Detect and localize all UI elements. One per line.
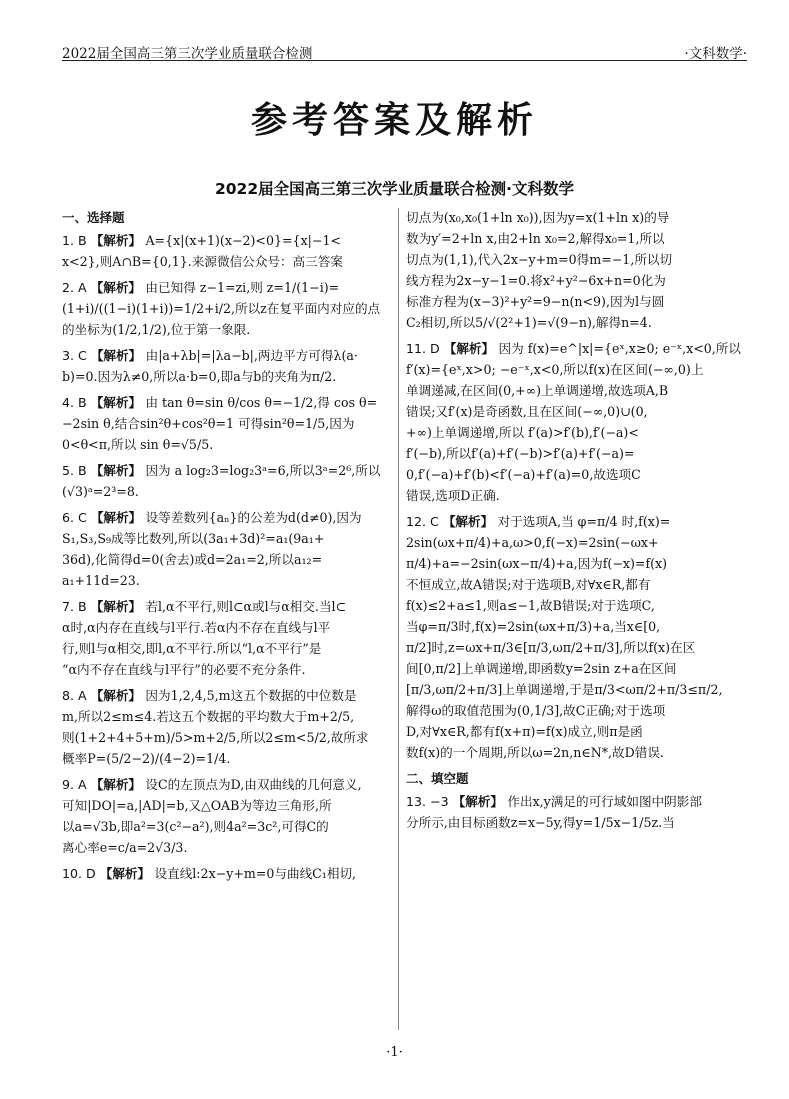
right-column [406,207,746,838]
left-answer-item [62,685,398,769]
left-answer-item [62,507,398,591]
question-number: 9. A [62,777,91,792]
answer-text: 则(1+2+4+5+m)/5>m+2/5,所以2≤m<5/2,故所求 [62,730,369,745]
answer-line [406,616,746,637]
answer-text: 设直线l:2x−y+m=0与曲线C₁相切, [154,866,357,881]
answer-text: 切点为(1,1),代入2x−y+m=0得m=−1,所以切 [406,252,673,267]
answer-text: 当φ=π/3时,f(x)=2sin(ωx+π/3)+a,当x∈[0, [406,619,661,634]
question-number: 12. C [406,514,443,529]
left-items [62,230,398,884]
right-answer-item [406,511,746,763]
answer-text: [π/3,ωπ/2+π/3]上单调递增,于是π/3<ωπ/2+π/3≤π/2, [406,682,723,697]
answer-line [62,706,398,727]
analysis-tag: 【解析】 [90,395,146,410]
answer-line [406,700,746,721]
answer-text: m,所以2≤m≤4.若这五个数据的平均数大于m+2/5, [62,709,355,724]
left-column [62,207,398,889]
section-heading-fill: 二、填空题 [406,771,469,786]
analysis-tag: 【解析】 [442,514,498,529]
question-number: 5. B [62,463,91,478]
answer-text: 因为 f(x)=e^|x|={eˣ,x≥0; e⁻ˣ,x<0,所以 [498,341,741,356]
answer-line [62,863,398,884]
answer-text: (√3)ᵃ=2³=8. [62,484,139,499]
answer-line [62,319,398,340]
answer-text: π/4)+a=−2sin(ωx−π/4)+a,因为f(−x)=f(x) [406,556,668,571]
answer-line [62,298,398,319]
item-13-container [406,791,746,833]
left-answer-item [62,392,398,455]
answer-line [406,637,746,658]
left-answer-item [62,863,398,884]
answer-text: 设等差数列{aₙ}的公差为d(d≠0),因为 [145,510,362,525]
question-number: 3. C [62,348,91,363]
answer-text: 间[0,π/2]上单调递增,即函数y=2sin z+a在区间 [406,661,677,676]
answer-line [406,312,746,333]
answer-line [62,277,398,298]
answer-line [62,774,398,795]
answer-text: f(x)≤2+a≤1,则a≤−1,故B错误;对于选项C, [406,598,655,613]
answer-line [62,345,398,366]
answer-line [406,401,746,422]
answer-text: 由|a+λb|=|λa−b|,两边平方可得λ(a· [145,348,358,363]
answer-text: π/2]时,z=ωx+π/3∈[π/3,ωπ/2+π/3],所以f(x)在区 [406,640,696,655]
answer-text: 错误,选项D正确. [406,488,500,503]
answer-line [62,392,398,413]
analysis-tag: 【解析】 [90,280,146,295]
answer-line [406,658,746,679]
answer-text: 线方程为2x−y−1=0.将x²+y²−6x+n=0化为 [406,273,666,288]
analysis-tag: 【解析】 [90,348,146,363]
question-number: 1. B [62,233,91,248]
answer-line [62,366,398,387]
answer-line [62,748,398,769]
answer-line [406,595,746,616]
answer-line [62,727,398,748]
answer-line [62,617,398,638]
answer-line [406,422,746,443]
answer-text: 若l,α不平行,则l⊂α或l与α相交.当l⊂ [145,599,347,614]
answer-line [62,230,398,251]
answer-text: 由 tan θ=sin θ/cos θ=−1/2,得 cos θ= [145,395,378,410]
question-number: 11. D [406,341,444,356]
analysis-tag: 【解析】 [90,510,146,525]
answer-text: −2sin θ,结合sin²θ+cos²θ=1 可得sin²θ=1/5,因为 [62,416,355,431]
page-number: ·1· [386,1045,403,1060]
answer-text: S₁,S₃,S₉成等比数列,所以(3a₁+3d)²=a₁(9a₁+ [62,531,325,546]
answer-line [62,549,398,570]
answer-text: 可知|DO|=a,|AD|=b,又△OAB为等边三角形,所 [62,798,332,813]
answer-text: 因为 a log₂3=log₂3ᵃ=6,所以3ᵃ=2⁶,所以 [145,463,381,478]
answer-text: 单调递减,在区间(0,+∞)上单调递增,故选项A,B [406,383,669,398]
answer-text: C₂相切,所以5/√(2²+1)=√(9−n),解得n=4. [406,315,652,330]
answer-text: 标准方程为(x−3)²+y²=9−n(n<9),因为l与圆 [406,294,665,309]
answer-text: D,对∀x∈R,都有f(x+π)=f(x)成立,则π是函 [406,724,643,739]
answer-text: 不恒成立,故A错误;对于选项B,对∀x∈R,都有 [406,577,651,592]
left-answer-item [62,460,398,502]
answer-line [406,338,746,359]
answer-text: 36d),化简得d=0(舍去)或d=2a₁=2,所以a₁₂= [62,552,323,567]
answer-line [62,251,398,272]
header-subject: ·文科数学· [684,46,747,62]
answer-text: 0,f′(−a)+f′(b)<f′(−a)+f′(a)=0,故选项C [406,467,641,482]
answer-text: 的坐标为(1/2,1/2),位于第一象限. [62,322,251,337]
left-answer-item [62,774,398,858]
right-answer-item [406,207,746,333]
analysis-tag: 【解析】 [90,599,146,614]
answer-text: f′(−b),所以f′(a)+f′(−b)>f′(a)+f′(−a)= [406,446,635,461]
answer-text: 切点为(x₀,x₀(1+ln x₀)),因为y=x(1+ln x)的导 [406,210,670,225]
answer-text: +∞)上单调递增,所以 f′(a)>f′(b),f′(−a)< [406,425,639,440]
answer-text: 分所示,由目标函数z=x−5y,得y=1/5x−1/5z.当 [406,815,675,830]
answer-line [406,380,746,401]
answer-text: 由已知得 z−1=zi,则 z=1/(1−i)= [145,280,340,295]
answer-line [406,443,746,464]
answer-line [62,507,398,528]
answer-line [406,207,746,228]
answer-text: b)=0.因为λ≠0,所以a·b=0,即a与b的夹角为π/2. [62,369,337,384]
answer-line [62,837,398,858]
answer-text: (1+i)/((1−i)(1+i))=1/2+i/2,所以z在复平面内对应的点 [62,301,381,316]
answer-line [406,532,746,553]
page-title: 参考答案及解析 [250,100,538,141]
answer-line [62,528,398,549]
answer-text: α时,α内存在直线与l平行.若α内不存在直线与l平 [62,620,331,635]
answer-line [62,659,398,680]
answer-line [406,228,746,249]
question-number: 6. C [62,510,91,525]
question-number: 4. B [62,395,91,410]
answer-line [62,795,398,816]
answer-line [406,270,746,291]
fill-answer-item [406,791,746,833]
answer-line [62,685,398,706]
answer-line [406,574,746,595]
answer-text: x<2},则A∩B={0,1}.来源微信公众号：高三答案 [62,254,343,269]
left-answer-item [62,596,398,680]
section-heading-choice: 一、选择题 [62,210,125,225]
answer-line [62,596,398,617]
answer-line [406,291,746,312]
question-number: 13. −3 [406,794,453,809]
answer-line [62,570,398,591]
answer-line [62,460,398,481]
answer-line [62,413,398,434]
analysis-tag: 【解析】 [90,463,146,478]
answer-line [62,816,398,837]
answer-line [406,249,746,270]
question-number: 10. D [62,866,100,881]
answer-text: 概率P=(5/2−2)/(4−2)=1/4. [62,751,231,766]
answer-text: 作出x,y满足的可行域如图中阴影部 [507,794,702,809]
analysis-tag: 【解析】 [99,866,155,881]
answer-line [62,434,398,455]
header-exam-name: 2022届全国高三第三次学业质量联合检测 [62,46,313,62]
right-answer-item [406,338,746,506]
answer-line [62,481,398,502]
answer-text: 因为1,2,4,5,m这五个数据的中位数是 [145,688,357,703]
answer-text: 数为y′=2+ln x,由2+ln x₀=2,解得x₀=1,所以 [406,231,665,246]
page-subtitle: 2022届全国高三第三次学业质量联合检测·文科数学 [214,180,575,198]
answer-text: “α内不存在直线与l平行”的必要不充分条件. [62,662,306,677]
answer-line [406,359,746,380]
question-number: 2. A [62,280,91,295]
right-items [406,207,746,763]
answer-line [62,638,398,659]
question-number: 8. A [62,688,91,703]
answer-text: 解得ω的取值范围为(0,1/3],故C正确;对于选项 [406,703,666,718]
answer-text: 行,则l与α相交,即l,α不平行.所以“l,α不平行”是 [62,641,322,656]
answer-text: 对于选项A,当 φ=π/4 时,f(x)= [497,514,671,529]
answer-line [406,742,746,763]
answer-text: 设C的左顶点为D,由双曲线的几何意义, [145,777,362,792]
analysis-tag: 【解析】 [452,794,508,809]
answer-text: 数f(x)的一个周期,所以ω=2n,n∈N*,故D错误. [406,745,664,760]
answer-line [406,511,746,532]
answer-text: 0<θ<π,所以 sin θ=√5/5. [62,437,214,452]
analysis-tag: 【解析】 [90,777,146,792]
answer-line [406,464,746,485]
answer-text: 离心率e=c/a=2√3/3. [62,840,188,855]
answer-line [406,812,746,833]
page-header [62,38,747,61]
answer-text: 错误;又f′(x)是奇函数,且在区间(−∞,0)∪(0, [406,404,648,419]
answer-text: A={x|(x+1)(x−2)<0}={x|−1< [145,233,342,248]
left-answer-item [62,230,398,272]
answer-text: a₁+11d=23. [62,573,140,588]
question-number: 7. B [62,599,91,614]
answer-text: f′(x)={eˣ,x>0; −e⁻ˣ,x<0,所以f(x)在区间(−∞,0)上 [406,362,704,377]
answer-text: 以a=√3b,即a²=3(c²−a²),则4a²=3c²,可得C的 [62,819,329,834]
answer-line [406,553,746,574]
analysis-tag: 【解析】 [90,688,146,703]
answer-text: 2sin(ωx+π/4)+a,ω>0,f(−x)=2sin(−ωx+ [406,535,659,550]
analysis-tag: 【解析】 [443,341,499,356]
analysis-tag: 【解析】 [90,233,146,248]
answer-line [406,679,746,700]
answer-line [406,791,746,812]
column-divider [398,208,399,1030]
left-answer-item [62,277,398,340]
answer-line [406,721,746,742]
left-answer-item [62,345,398,387]
answer-line [406,485,746,506]
